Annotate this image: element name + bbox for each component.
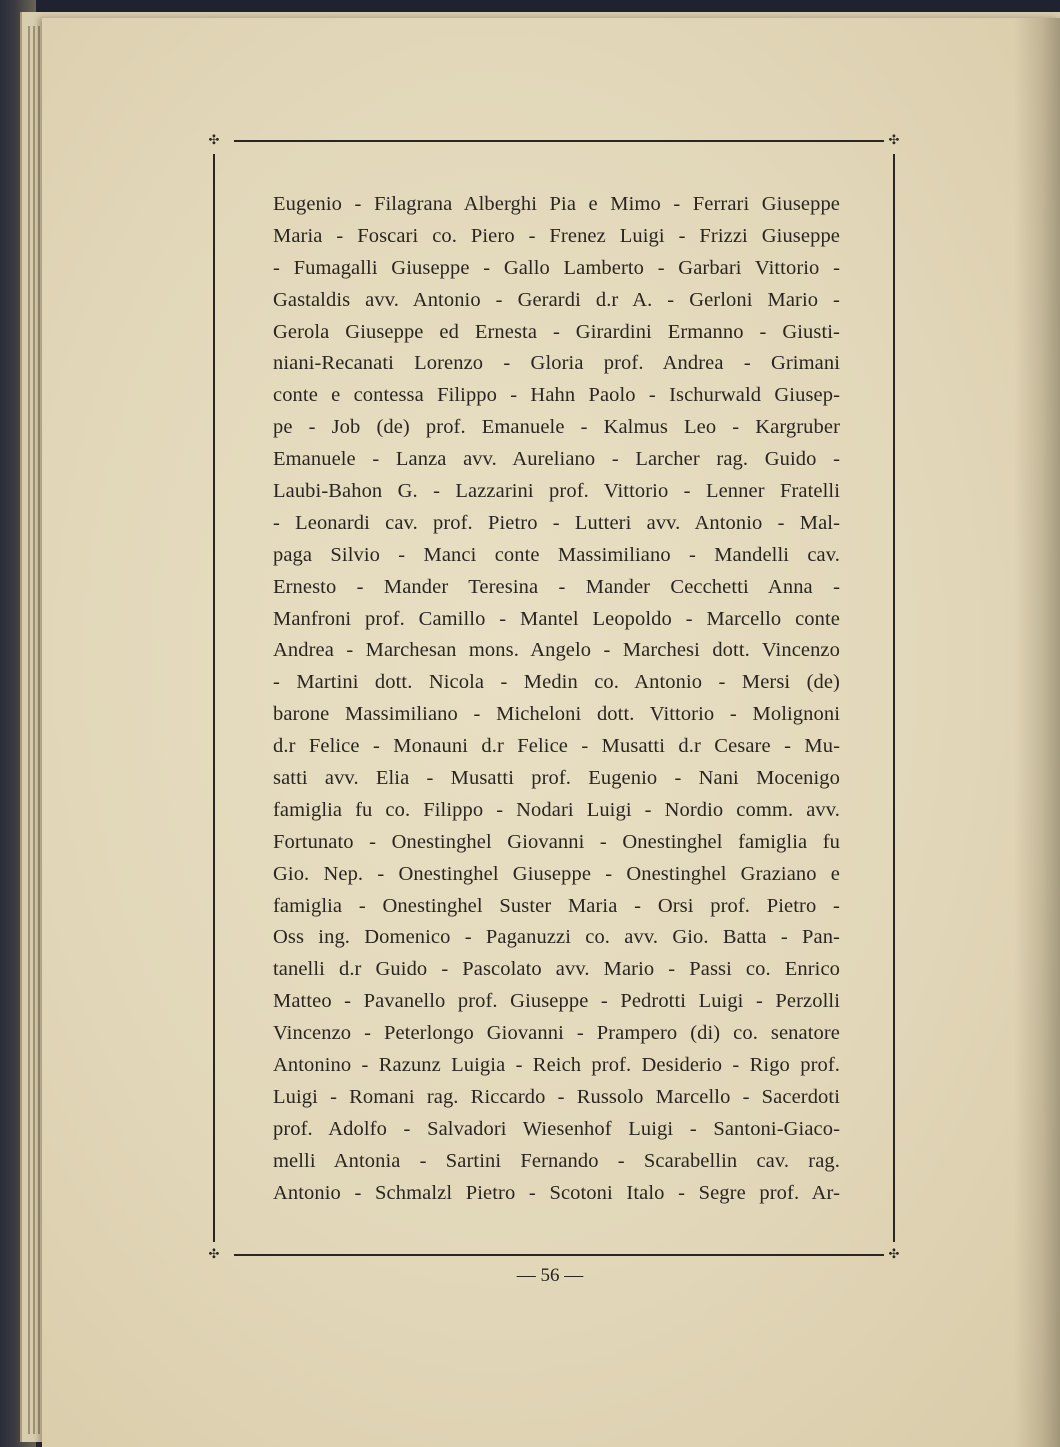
corner-ornament-icon: ✣	[888, 1247, 900, 1262]
text-line: Laubi-Bahon G. - Lazzarini prof. Vittorio - Lenner Fratelli	[273, 480, 840, 503]
text-line: conte e contessa Filippo - Hahn Paolo - Ischurwald Giusep-	[273, 384, 840, 407]
text-line: - Fumagalli Giuseppe - Gallo Lamberto - Garbari Vittorio -	[273, 256, 840, 279]
text-line: - Martini dott. Nicola - Medin co. Antonio - Mersi (de)	[273, 671, 840, 694]
page-edge	[28, 26, 30, 1434]
text-line: Gastaldis avv. Antonio - Gerardi d.r A. - Gerloni Mario -	[273, 288, 840, 311]
text-line: famiglia fu co. Filippo - Nodari Luigi - Nordio comm. avv.	[273, 798, 840, 821]
page-edge	[38, 26, 40, 1434]
text-line: Emanuele - Lanza avv. Aureliano - Larcher rag. Guido -	[273, 448, 840, 471]
name-list-text	[273, 189, 840, 1210]
frame-bottom-rule	[234, 1254, 884, 1256]
corner-ornament-icon: ✣	[888, 133, 900, 148]
corner-ornament-icon: ✣	[208, 1247, 220, 1262]
text-line: barone Massimiliano - Micheloni dott. Vittorio - Molignoni	[273, 703, 840, 726]
text-line: Gio. Nep. - Onestinghel Giuseppe - Onestinghel Graziano e	[273, 862, 840, 885]
text-line: Oss ing. Domenico - Paganuzzi co. avv. Gio. Batta - Pan-	[273, 926, 840, 949]
text-line: Antonino - Razunz Luigia - Reich prof. Desiderio - Rigo prof.	[273, 1054, 840, 1077]
text-line: satti avv. Elia - Musatti prof. Eugenio - Nani Mocenigo	[273, 767, 840, 790]
text-line: Luigi - Romani rag. Riccardo - Russolo Marcello - Sacerdoti	[273, 1085, 840, 1108]
text-line: Eugenio - Filagrana Alberghi Pia e Mimo - Ferrari Giuseppe	[273, 193, 840, 215]
text-line: pe - Job (de) prof. Emanuele - Kalmus Leo - Kargruber	[273, 416, 840, 439]
text-line: - Leonardi cav. prof. Pietro - Lutteri avv. Antonio - Mal-	[273, 511, 840, 534]
text-line: d.r Felice - Monauni d.r Felice - Musatti d.r Cesare - Mu-	[273, 735, 840, 758]
text-line: Vincenzo - Peterlongo Giovanni - Prampero (di) co. senatore	[273, 1022, 840, 1045]
text-line: Maria - Foscari co. Piero - Frenez Luigi - Frizzi Giuseppe	[273, 224, 840, 247]
text-line: Fortunato - Onestinghel Giovanni - Onestinghel famiglia fu	[273, 830, 840, 853]
page-edge	[33, 26, 35, 1434]
text-line: famiglia - Onestinghel Suster Maria - Orsi prof. Pietro -	[273, 894, 840, 917]
corner-ornament-icon: ✣	[208, 133, 220, 148]
text-line: Manfroni prof. Camillo - Mantel Leopoldo - Marcello conte	[273, 607, 840, 630]
text-line: tanelli d.r Guido - Pascolato avv. Mario - Passi co. Enrico	[273, 958, 840, 981]
text-line: paga Silvio - Manci conte Massimiliano - Mandelli cav.	[273, 543, 840, 566]
text-line: Matteo - Pavanello prof. Giuseppe - Pedrotti Luigi - Perzolli	[273, 990, 840, 1013]
text-line: Ernesto - Mander Teresina - Mander Cecchetti Anna -	[273, 575, 840, 598]
text-line: prof. Adolfo - Salvadori Wiesenhof Luigi - Santoni-Giaco-	[273, 1117, 840, 1140]
page-number: — 56 —	[516, 1265, 584, 1286]
text-line: Gerola Giuseppe ed Ernesta - Girardini Ermanno - Giusti-	[273, 320, 840, 343]
text-line: Antonio - Schmalzl Pietro - Scotoni Italo - Segre prof. Ar-	[273, 1181, 840, 1204]
frame-left-rule	[213, 154, 215, 1242]
text-line: niani-Recanati Lorenzo - Gloria prof. Andrea - Grimani	[273, 352, 840, 375]
text-line: Andrea - Marchesan mons. Angelo - Marchesi dott. Vincenzo	[273, 639, 840, 662]
frame-right-rule	[893, 154, 895, 1242]
page-gutter-shadow	[1014, 18, 1060, 1447]
text-line: melli Antonia - Sartini Fernando - Scarabellin cav. rag.	[273, 1149, 840, 1172]
frame-top-rule	[234, 140, 884, 142]
